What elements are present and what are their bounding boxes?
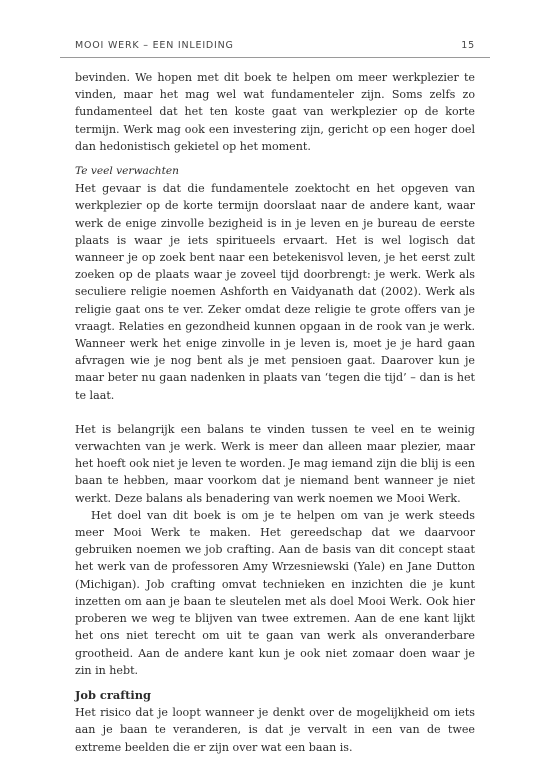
paragraph-1: bevinden. We hopen met dit boek te helpen om meer werkplezier te vinden, maar het mag wel wat fundamenteler zijn. Soms zelfs zo fundamenteel dat het ten koste gaat van werkplezier op de korte termijn. Werk mag ook een investering zijn, gericht op een hoger doel dan hedonistisch gekietel op het moment. xyxy=(75,71,475,153)
paragraph-5: Het risico dat je loopt wanneer je denkt over de mogelijkheid om iets aan je baan te veranderen, is dat je vervalt in een van de twee extreme beelden die er zijn over wat een baan is. xyxy=(75,706,475,754)
paragraph-3: Het is belangrijk een balans te vinden tussen te veel en te weinig verwachten van je werk. Werk is meer dan alleen maar plezier, maar het hoeft ook niet je leven te worden. Je mag iemand zijn die blij is een baan te hebben, maar voorkom dat je niemand bent wanneer je niet werkt. Deze balans als benadering van werk noemen we Mooi Werk. xyxy=(75,422,475,505)
paragraph-4: Het doel van dit boek is om je te helpen om van je werk steeds meer Mooi Werk te maken. Het gereedschap dat we daarvoor gebruiken noemen we job crafting. Aan de basis van dit concept staat het werk van de professoren Amy Wrzesniewski (Yale) en Jane Dutton (Michigan). Job crafting omvat technieken en inzichten die je kunt inzetten om aan je baan te sleutelen met als doel Mooi Werk. Ook hier proberen we weg te blijven van twee extremen. Aan de ene kant lijkt het ons niet terecht om uit te gaan van werk als onveranderbare grootheid. Aan de andere kant kun je ook niet zomaar doen waar je zin in hebt. xyxy=(75,508,475,677)
body-text xyxy=(75,69,475,756)
running-head xyxy=(75,40,475,51)
running-title: MOOI WERK – EEN INLEIDING xyxy=(75,40,234,51)
spacer xyxy=(75,404,475,421)
page-number: 15 xyxy=(461,40,475,51)
paragraph-2: Het gevaar is dat die fundamentele zoektocht en het opgeven van werkplezier op de korte termijn doorslaat naar de andere kant, waar werk de enige zinvolle bezigheid is in je leven en je bureau de eerste plaats is waar je iets spiritueels ervaart. Het is wel logisch dat wanneer je op zoek bent naar een betekenisvol leven, je het eerst zult zoeken op de plaats waar je zoveel tijd doorbrengt: je werk. Werk als seculiere religie noemen Ashforth en Vaidyanath dat (2002). Werk als religie gaat ons te ver. Zeker omdat deze religie te grote offers van je vraagt. Relaties en gezondheid kunnen opgaan in de rook van je werk. Wanneer werk het enige zinvolle in je leven is, moet je je hard gaan afvragen wie je nog bent als je met pensioen gaat. Daarover kun je maar beter nu gaan nadenken in plaats van ‘tegen die tijd’ – dan is het te laat. xyxy=(75,182,475,402)
spacer xyxy=(75,679,475,687)
subheading-job-crafting: Job crafting xyxy=(75,687,151,702)
spacer xyxy=(75,155,475,163)
subheading-te-veel-verwachten: Te veel verwachten xyxy=(75,165,179,178)
header-rule xyxy=(60,57,490,58)
